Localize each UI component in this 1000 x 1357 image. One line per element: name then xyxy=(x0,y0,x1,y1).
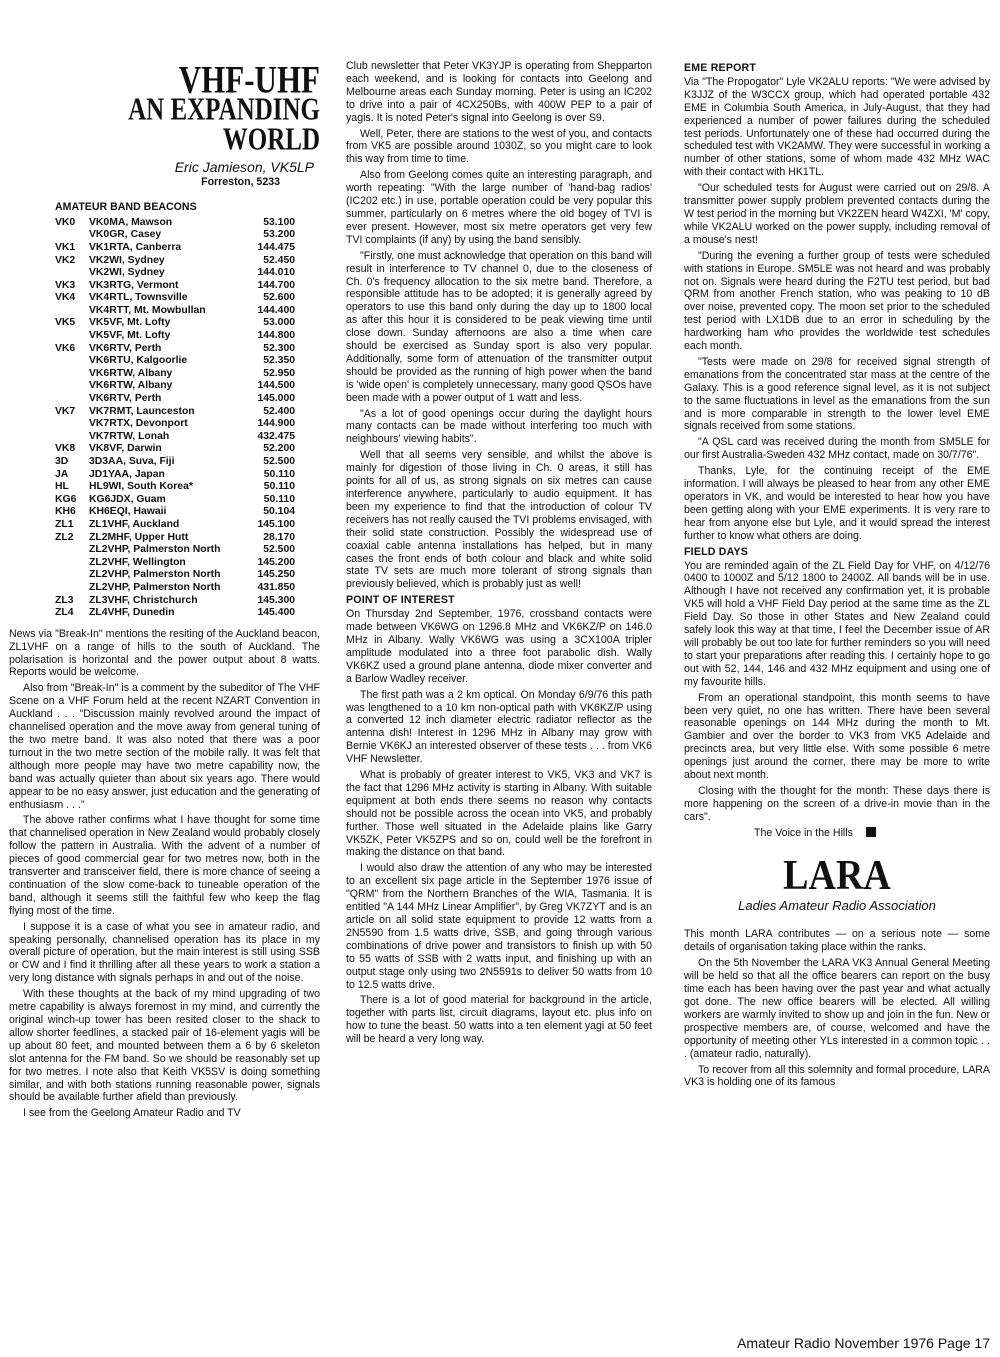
beacon-freq: 145.000 xyxy=(257,393,295,405)
beacon-prefix: KH6 xyxy=(55,506,76,518)
col2-paragraph-10: I would also draw the attention of any who may be interested to an excellent six page article in the September 1976 issue of "QRM" from the Northern Branches of the WIA, Tasmania. It is entitled "A 144 MHz Linear Amplifier", by Greg VK7ZYT and is an article on all solid state equipment to provide 12 watts from a 2N5590 from 1.5 watts drive, SSB, and going through various combinations of drive power and transistors to finish up with 50 to 55 watts of SSB with 2 watts input, and finishing up with an output stage only using two 2N5591s to deliver 50 watts from 10 to 12.5 watts drive. xyxy=(346,862,652,991)
title-line-1: VHF-UHF xyxy=(178,57,320,102)
beacon-row xyxy=(55,544,295,557)
beacon-prefix: VK0 xyxy=(55,216,76,228)
beacon-station: ZL2VHP, Palmerston North xyxy=(89,581,221,593)
beacon-station: VK4RTT, Mt. Mowbullan xyxy=(89,304,206,316)
beacon-prefix xyxy=(55,330,89,343)
beacon-freq: 52.950 xyxy=(263,367,295,379)
beacon-row xyxy=(55,317,295,330)
beacon-row xyxy=(55,557,295,570)
beacon-station: ZL2VHP, Palmerston North xyxy=(89,544,221,556)
beacon-station: ZL2MHF, Upper Hutt xyxy=(89,531,189,543)
beacon-row xyxy=(55,456,295,469)
beacon-station: VK6RTV, Perth xyxy=(89,342,162,354)
col2-paragraph-9: What is probably of greater interest to VK5, VK3 and VK7 is the fact that 1296 MHz activity is starting in Albany. With suitable equipment at both ends there seems no reason why contacts should not be possible across the ocean into VK5, and probably further. Those well situated in the Adelaide plains like Garry VK5ZK, Peter VK5ZPS and so on, could well be the forefront in making the distance on that band. xyxy=(346,769,652,859)
beacon-row xyxy=(55,494,295,507)
beacon-row xyxy=(55,569,295,582)
beacon-row xyxy=(55,229,295,242)
beacon-prefix xyxy=(55,569,89,582)
col1-paragraph-2: Also from "Break-In" is a comment by the subeditor of The VHF Scene on a VHF Forum held at the recent NZART Convention in Auckland . . . "Discussion mainly revolved around the impact of channelised operation and the move away from general tuning of the two metre band. It was also noted that there was a poor turnout in the two metre section of the mobile rally. It was felt that although more people may have two metre capability now, the band was actually quieter than about six years ago. There would appear to be no easy answer, just education and the generating of enthusiasm . . ." xyxy=(9,682,320,811)
beacon-row xyxy=(55,267,295,280)
column-2 xyxy=(346,60,652,1049)
beacon-prefix: VK5 xyxy=(55,317,76,329)
beacon-prefix: 3D xyxy=(55,456,69,467)
beacon-freq: 52.500 xyxy=(263,456,295,467)
beacon-prefix xyxy=(55,229,89,242)
beacon-freq: 53.200 xyxy=(263,229,295,241)
beacon-row xyxy=(55,607,295,620)
beacon-row xyxy=(55,595,295,608)
beacon-freq: 52.600 xyxy=(263,292,295,304)
beacon-freq: 53.100 xyxy=(263,216,295,228)
section-heading-field-days: FIELD DAYS xyxy=(684,545,749,558)
beacon-station: ZL2VHF, Wellington xyxy=(89,556,186,568)
beacon-station: VK2WI, Sydney xyxy=(89,254,165,266)
beacon-freq: 52.300 xyxy=(263,342,295,354)
beacon-row xyxy=(55,380,295,393)
col3-paragraph-11: On the 5th November the LARA VK3 Annual General Meeting will be held so that all the office bearers can report on the busy time each has been having over the past year and what actually got done. The new office bearers will be elected. All willing workers are warmly invited to show up and join in the fun. New or prospective members are, of course, welcomed and have the opportunity of meeting other YLs interested in a common topic . . . (amateur radio, naturally). xyxy=(684,957,990,1060)
beacon-prefix xyxy=(55,557,89,570)
beacon-prefix: VK8 xyxy=(55,443,76,455)
col3-paragraph-12: To recover from all this solemnity and formal procedure, LARA VK3 is holding one of its famous xyxy=(684,1063,990,1089)
col1-paragraph-4: I suppose it is a case of what you see in amateur radio, and speaking personally, channelised operation has its place in my overall picture of operation, but the main interest is still using SSB or CW and I find it thrilling after all these years to work a station a very long distance with signals perhaps in and out of the noise. xyxy=(9,920,320,985)
beacon-freq: 145.100 xyxy=(257,518,295,530)
col2-paragraph-6: Well that all seems very sensible, and whilst the above is mainly for digestion of those living in Ch. 0 areas, it still has points for all of us, as strong signals on six metres can cause interference anywhere, particularly to audio equipment. It has been my experience to find that the introduction of colour TV receivers has not really caused the TVI problems envisaged, with their solid state construction. Possibly the widespread use of coaxial cable antenna installations has helped, but in many cases the front ends of both colour and black and white solid state TV sets are much more tolerant of strong signals than previously believed, which is probably just as well! xyxy=(346,449,652,591)
beacon-freq: 52.200 xyxy=(263,443,295,455)
page-footer: Amateur Radio November 1976 Page 17 xyxy=(737,1335,990,1351)
beacon-station: VK1RTA, Canberra xyxy=(89,241,182,253)
beacon-row xyxy=(55,305,295,318)
beacon-row xyxy=(55,368,295,381)
col3-paragraph-4: "Tests were made on 29/8 for received signal strength of emanations from the concentrated star mass at the centre of the Galaxy. This is a good reference signal level, as it is not subject to the same fluctuations in level as the emanations from the sun and is more comparable in strength to the lower level EME signals received from some stations. xyxy=(684,355,990,433)
beacon-station: KG6JDX, Guam xyxy=(89,493,166,505)
beacon-station: 3D3AA, Suva, Fiji xyxy=(89,456,175,467)
beacon-freq: 28.170 xyxy=(263,531,295,543)
beacon-freq: 52.400 xyxy=(263,405,295,417)
beacon-prefix xyxy=(55,267,89,280)
beacon-prefix: ZL1 xyxy=(55,518,74,530)
col2-paragraph-1: Club newsletter that Peter VK3YJP is operating from Shepparton each weekend, and is looking for contacts into Geelong and Melbourne areas each Sunday morning. Peter is using an IC202 to drive into a pair of 4CX250Bs, with 400W PEP to a pair of yagis. It is noted Peter's signal into Geelong is over S9. xyxy=(346,60,652,124)
section-heading-eme-report: EME REPORT xyxy=(684,62,757,74)
title-line-3: WORLD xyxy=(222,123,320,157)
col3-paragraph-3: "During the evening a further group of tests were scheduled with stations in Europe. SM5LE was not heard and was probably not on. Signals were heard during the F2TU test period, but bad QRM from another French station, who was peaking to 10 dB over noise, prevented copy. The moon set prior to the scheduled test period with LX1DB due to an error in scheduling by the hardworking ham who provides the worldwide test schedules each month. xyxy=(684,249,990,353)
beacon-station: KH6EQI, Hawaii xyxy=(89,506,167,518)
beacon-row xyxy=(55,469,295,482)
beacon-station: ZL1VHF, Auckland xyxy=(89,518,180,530)
beacon-freq: 144.400 xyxy=(257,304,295,316)
beacon-station: VK6RTU, Kalgoorlie xyxy=(89,355,188,367)
beacon-station: VK5VF, Mt. Lofty xyxy=(89,330,171,342)
signoff-line xyxy=(684,827,990,840)
beacon-row xyxy=(55,406,295,419)
beacon-station: VK6RTW, Albany xyxy=(89,367,173,379)
beacon-station: VK7RTW, Lonah xyxy=(89,430,170,442)
col2-paragraph-11: There is a lot of good material for background in the article, together with parts list, circuit diagrams, layout etc. plus info on how to tune the beast. 50 watts into a ten element yagi at 50 feet will be heard a very long way. xyxy=(346,994,652,1046)
beacon-prefix xyxy=(55,305,89,318)
column-3 xyxy=(684,60,990,1092)
beacon-prefix: VK4 xyxy=(55,292,76,304)
beacons-heading: AMATEUR BAND BEACONS xyxy=(55,200,197,213)
beacon-prefix: JA xyxy=(55,468,69,480)
beacon-station: VK4RTL, Townsville xyxy=(89,292,188,304)
beacon-station: VK2WI, Sydney xyxy=(89,267,165,279)
beacon-station: VK0GR, Casey xyxy=(89,229,162,241)
beacon-row xyxy=(55,532,295,545)
beacon-freq: 145.300 xyxy=(257,594,295,606)
beacon-station: ZL3VHF, Christchurch xyxy=(89,594,198,606)
beacon-station: ZL4VHF, Dunedin xyxy=(89,607,175,619)
col3-paragraph-1: Via "The Propogator" Lyle VK2ALU reports: "We were advised by K3JJZ of the W3CCX group, which had operated portable 432 EME in Columbia South America, in July-August, that they had experienced a number of power failures during the scheduled test periods. Unfortunately one of these had occurred during the scheduled test with VK2AMW. They were successful in working a number of other stations, some of whom made 432 MHz WAC with their contact with HK1TL. xyxy=(684,75,990,179)
col3-paragraph-10: This month LARA contributes — on a serious note — some details of organisation taking place within the ranks. xyxy=(684,928,990,954)
beacon-row xyxy=(55,330,295,343)
beacon-row xyxy=(55,255,295,268)
beacon-row xyxy=(55,582,295,595)
lara-title: LARA xyxy=(783,852,891,899)
signoff-text: The Voice in the Hills xyxy=(754,826,853,839)
beacon-row xyxy=(55,217,295,230)
col1-paragraph-5: With these thoughts at the back of my mind upgrading of two metre capability is always foremost in my mind, and currently the original winch-up tower has been resited closer to the shack to allow shorter feedlines, a stacked pair of 16-element yagis will be up about 80 feet, and mounted between them a 6 by 6 skeleton slot antenna for the FM band. So we should be reasonably set up for two metres. I note also that Keith VK5SV is doing something similar, and with both stations running reasonable power, signals should be available further afield than previously. xyxy=(9,988,320,1104)
beacon-prefix xyxy=(55,431,89,444)
beacon-prefix xyxy=(55,393,89,406)
beacon-prefix: VK7 xyxy=(55,405,76,417)
author-location: Forreston, 5233 xyxy=(201,175,280,188)
beacon-freq: 52.350 xyxy=(263,355,295,367)
col3-paragraph-5: "A QSL card was received during the month from SM5LE for our first Australia-Sweden 432 MHz contact, made on 30/7/76". xyxy=(684,436,990,462)
author-byline: Eric Jamieson, VK5LP xyxy=(174,159,314,175)
beacon-row xyxy=(55,242,295,255)
beacon-prefix: HL xyxy=(55,481,69,493)
beacon-freq: 50.104 xyxy=(263,506,295,518)
beacon-station: VK7RMT, Launceston xyxy=(89,405,195,417)
beacon-prefix: ZL2 xyxy=(55,531,74,543)
beacon-freq: 144.900 xyxy=(257,418,295,430)
beacon-freq: 432.475 xyxy=(257,430,295,442)
column-1 xyxy=(9,57,320,1123)
beacon-station: HL9WI, South Korea* xyxy=(89,481,193,493)
col2-paragraph-4: "Firstly, one must acknowledge that operation on this band will result in interference to TV channel 0, due to the closeness of Ch. 0's frequency allocation to the six metre band. Therefore, a responsible attitude has to be adopted; it is generally agreed by operators to use this band only during the day up to 1800 local as after this hour it is considered to be peak viewing time until close down. Sunday afternoons are also a time when care should be exercised as Sunday sport is also very popular. Additionally, some form of attenuation of the transmitter output should be provided as the running of high power when the band is 'wide open' is completely unnecessary, many good QSOs have been made with a power output of 1 watt and less. xyxy=(346,249,652,404)
beacon-prefix xyxy=(55,355,89,368)
beacon-station: VK0MA, Mawson xyxy=(89,216,173,228)
beacon-row xyxy=(55,418,295,431)
beacon-freq: 431.850 xyxy=(257,581,295,593)
beacon-freq: 144.800 xyxy=(257,330,295,342)
col1-paragraph-1: News via "Break-In" mentions the resiting of the Auckland beacon, ZL1VHF on a range of hills to the south of Auckland. The polarisation is horizontal and the power output about 8 watts. Reports would be welcome. xyxy=(9,627,320,679)
beacon-freq: 145.200 xyxy=(257,556,295,568)
beacon-prefix xyxy=(55,368,89,381)
beacon-station: JD1YAA, Japan xyxy=(89,468,165,480)
col3-paragraph-2: "Our scheduled tests for August were carried out on 29/8. A transmitter power supply problem prevented contacts during the W test period in the morning but VK2ZEN heard W4ZXI, 'M' copy, while VK2ALU worked on the power supply, including removal of a mouse's nest! xyxy=(684,182,990,246)
col2-paragraph-5: "As a lot of good openings occur during the daylight hours many contacts can be made without interfering too much with neighbours' viewing habits". xyxy=(346,407,652,446)
beacon-row xyxy=(55,506,295,519)
beacon-freq: 144.010 xyxy=(257,267,295,279)
section-heading-point-of-interest: POINT OF INTEREST xyxy=(346,594,455,607)
beacon-station: VK7RTX, Devonport xyxy=(89,418,188,430)
beacon-station: VK8VF, Darwin xyxy=(89,443,162,455)
beacon-prefix: VK1 xyxy=(55,241,76,253)
beacon-row xyxy=(55,431,295,444)
beacon-prefix: VK3 xyxy=(55,279,76,291)
beacon-row xyxy=(55,443,295,456)
beacon-freq: 52.500 xyxy=(263,544,295,556)
beacon-station: VK6RTW, Albany xyxy=(89,380,173,392)
beacon-freq: 145.400 xyxy=(257,607,295,619)
beacon-prefix xyxy=(55,380,89,393)
article-title xyxy=(9,57,320,157)
beacon-prefix: ZL4 xyxy=(55,607,74,619)
col3-paragraph-8: From an operational standpoint, this month seems to have been very quiet, no one has written. There have been several reasonable openings on 144 MHz during the month to Mt. Gambier and over the border to VK3 from VK5 Adelaide and precincts area, but very little else. With some possible 6 metre openings just around the corner, there may be more to write about next month. xyxy=(684,691,990,782)
beacon-station: VK6RTV, Perth xyxy=(89,393,162,405)
beacon-station: VK5VF, Mt. Lofty xyxy=(89,317,171,329)
beacon-freq: 144.500 xyxy=(257,380,295,392)
beacon-freq: 144.700 xyxy=(257,279,295,291)
beacons-table xyxy=(55,217,295,620)
beacon-freq: 50.110 xyxy=(263,481,295,493)
beacon-row xyxy=(55,280,295,293)
beacon-freq: 50.110 xyxy=(263,468,295,480)
title-line-2: AN EXPANDING xyxy=(128,93,320,127)
col2-paragraph-7: On Thursday 2nd September, 1976, crossband contacts were made between VK6WG on 1296.8 MHz and VK6KZ/P on 146.0 MHz in Albany. Wally VK6WG was using a 3CX100A tripler amplitude modulated into a three foot parabolic dish. Wally VK6KZ used a ground plane antenna, diode mixer converter and a Barlow Wadley receiver. xyxy=(346,608,652,685)
beacon-row xyxy=(55,481,295,494)
col2-paragraph-2: Well, Peter, there are stations to the west of you, and contacts from VK5 are possible around 1030Z, so you might care to look this way from time to time. xyxy=(346,127,652,166)
col3-paragraph-9: Closing with the thought for the month: These days there is more happening on the screen of a drive-in movie than in the cars". xyxy=(684,784,990,823)
beacon-row xyxy=(55,292,295,305)
beacon-freq: 53.000 xyxy=(263,317,295,329)
beacon-prefix: KG6 xyxy=(55,493,77,505)
beacon-row xyxy=(55,519,295,532)
beacon-prefix xyxy=(55,544,89,557)
beacon-freq: 144.475 xyxy=(257,241,295,253)
beacon-prefix: ZL3 xyxy=(55,594,74,606)
col2-paragraph-8: The first path was a 2 km optical. On Monday 6/9/76 this path was lengthened to a 10 km non-optical path with VK6KZ/P using a converted 12 inch diameter electric radiator reflector as the antenna dish! Interest in 1296 MHz in Albany may grow with Bernie VK6KJ an interested observer of these tests . . . from VK6 VHF Newsletter. xyxy=(346,688,652,766)
col3-paragraph-6: Thanks, Lyle, for the continuing receipt of the EME information. I will always be pleased to hear from any other EME operators in VK, and would be interested to hear how you have been getting along with your EME experiments. It is very rare to hear from anyone else but Lyle, and it would spread the interest further to know what others are doing. xyxy=(684,465,990,542)
beacon-freq: 52.450 xyxy=(263,254,295,266)
col3-paragraph-7: You are reminded again of the ZL Field Day for VHF, on 4/12/76 0400 to 1000Z and 5/12 1800 to 2400Z. All bands will be in use. Although I have not received any confirmation yet, it is probable VK5 will hold a VHF Field Day period at the same time as the ZL Field Day. So those in other States and New Zealand could safely look this way at that time, I feel the December issue of AR will probably be out too late for further reminders so you will need to start your preparations after reading this. I certainly hope to go out with 52, 144, 146 and 432 MHz equipment and using one of my favourite hills. xyxy=(684,559,990,688)
beacon-station: ZL2VHP, Palmerston North xyxy=(89,569,221,581)
beacon-station: VK3RTG, Vermont xyxy=(89,279,179,291)
beacon-row xyxy=(55,343,295,356)
col1-paragraph-6: I see from the Geelong Amateur Radio and TV xyxy=(23,1107,241,1120)
beacon-row xyxy=(55,393,295,406)
beacon-freq: 50.110 xyxy=(263,493,295,505)
end-mark-icon xyxy=(866,827,876,837)
beacon-prefix: VK2 xyxy=(55,254,76,266)
lara-subtitle: Ladies Amateur Radio Association xyxy=(738,897,936,913)
beacon-prefix xyxy=(55,582,89,595)
beacon-prefix: VK6 xyxy=(55,342,76,354)
beacon-freq: 145.250 xyxy=(257,569,295,581)
beacon-row xyxy=(55,355,295,368)
col2-paragraph-3: Also from Geelong comes quite an interesting paragraph, and worth repeating: "With the large number of 'hand-bag radios' (IC202 etc.) in use, portable operation could be very popular this summer, particularly on 6 metres where the old bogey of TVI is ever present. However, most six metre operators get very few TVI complaints (if any) by using the band sensibly. xyxy=(346,169,652,246)
beacon-prefix xyxy=(55,418,89,431)
col1-paragraph-3: The above rather confirms what I have thought for some time that channelised operation in New Zealand would probably closely follow the pattern in Australia. With the advent of a number of pieces of good commercial gear for two metres now, both in the transverter and transceiver field, there is more chance of seeing a continuation of the slow come-back to tuneable operation of the band, although it seems still the faithful few who keep the flag flying most of the time. xyxy=(9,814,320,917)
